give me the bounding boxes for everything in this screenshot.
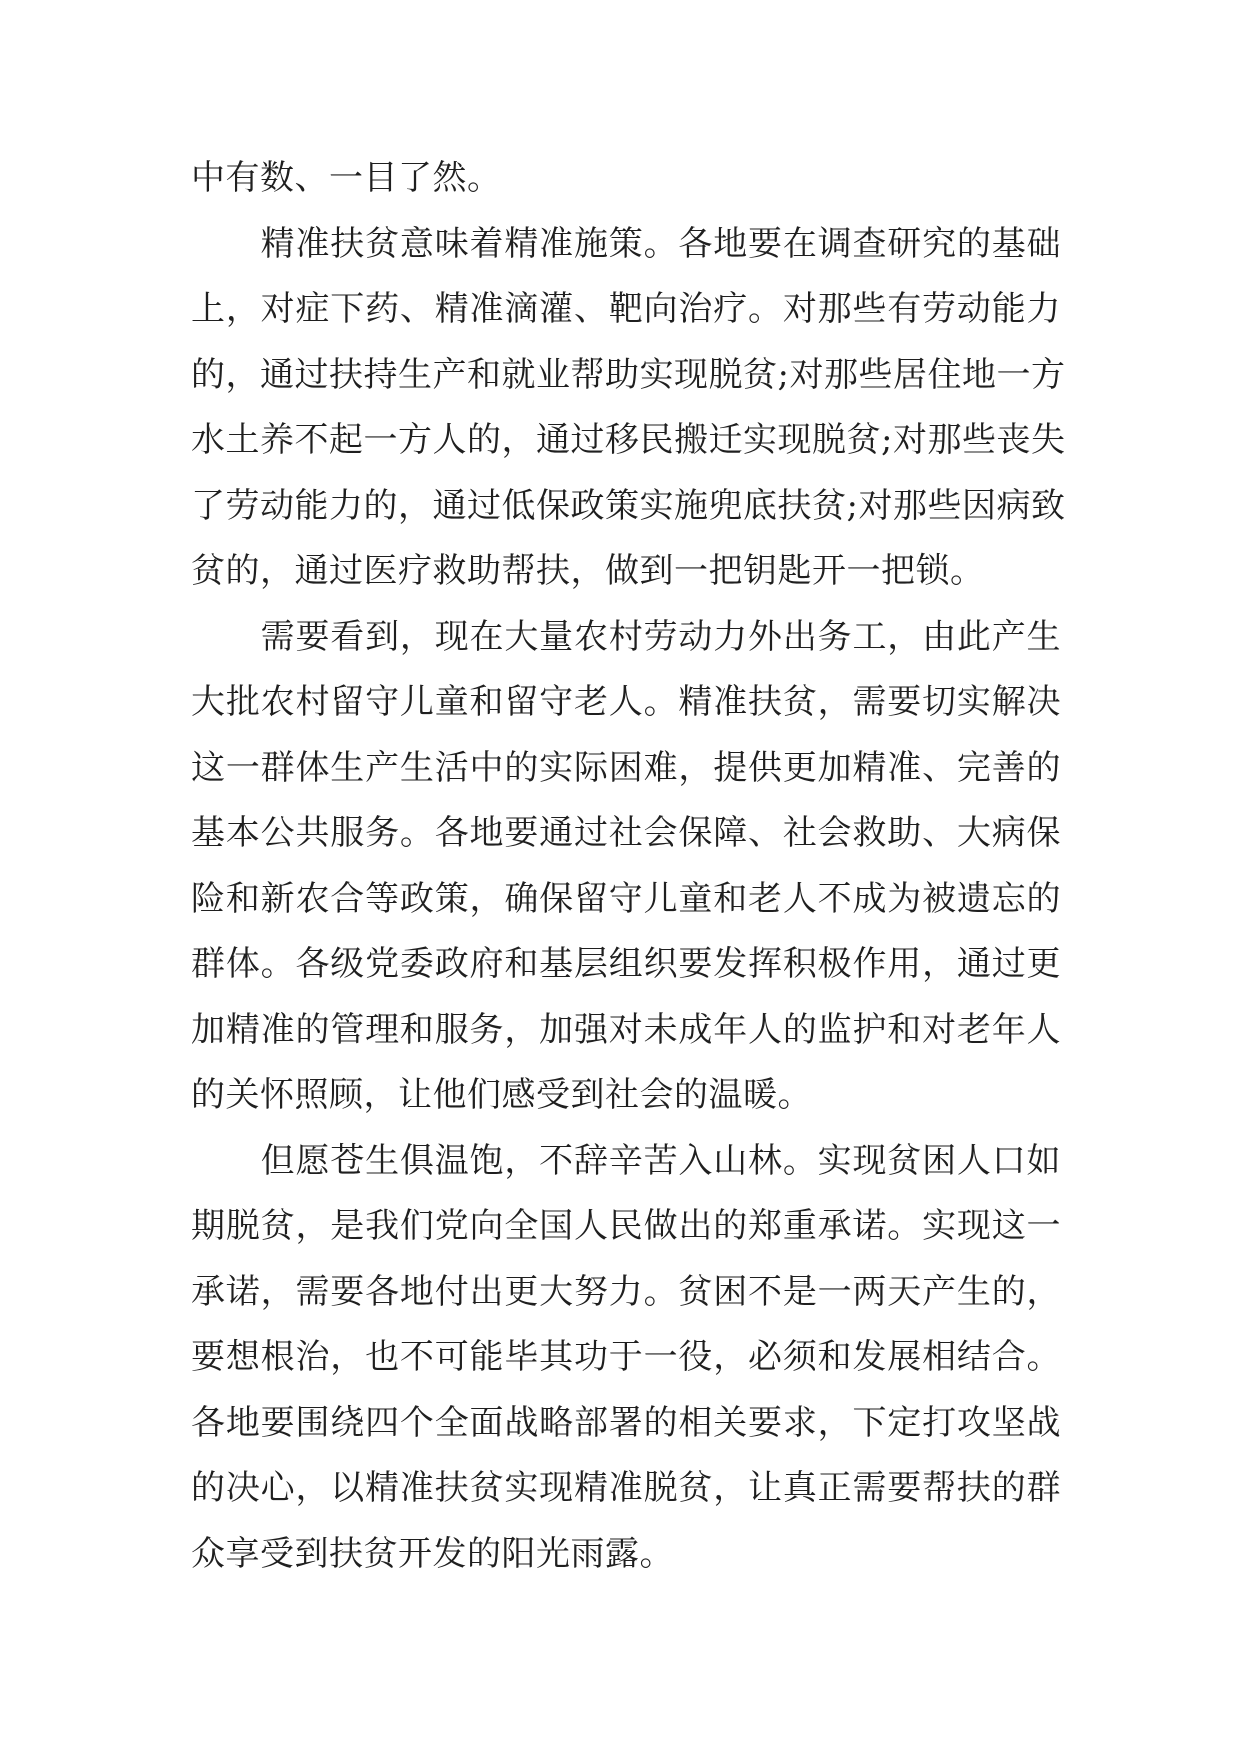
text-line-20: 各 地 要 围 绕 四 个 全 面 战 略 部 署 的 相 关 要 求 ， 下 定 打 攻 坚 战 (191, 1402, 1061, 1443)
text-line-21: 的 决 心 ， 以 精 准 扶 贫 实 现 精 准 脱 贫 ， 让 真 正 需 要 帮 扶 的 群 (191, 1468, 1061, 1508)
text-line-22: 众享受到扶贫开发的阳光雨露。 (191, 1533, 674, 1574)
text-line-5: 水 土 养 不 起 一 方 人 的 ， 通 过 移 民 搬 迁 实 现 脱 贫 ; 对 那 些 丧 失 (191, 420, 1066, 460)
article-body (191, 146, 1066, 1587)
text-line-3: 上 ， 对 症 下 药 、 精 准 滴 灌 、 靶 向 治 疗 。 对 那 些 有 劳 动 能 力 (191, 289, 1061, 329)
text-line-17: 期 脱 贫 ， 是 我 们 党 向 全 国 人 民 做 出 的 郑 重 承 诺 。 实 现 这 一 (191, 1206, 1061, 1246)
text-line-18: 承 诺 ， 需 要 各 地 付 出 更 大 努 力 。 贫 困 不 是 一 两 天 产 生 的 ， (191, 1271, 1061, 1312)
text-line-8: 需 要 看 到 ， 现 在 大 量 农 村 劳 动 力 外 出 务 工 ， 由 此 产 生 (260, 616, 1061, 657)
text-line-15: 的关怀照顾，让他们感受到社会的温暖。 (191, 1075, 812, 1115)
text-line-9: 大 批 农 村 留 守 儿 童 和 留 守 老 人 。 精 准 扶 贫 ， 需 要 切 实 解 决 (191, 682, 1061, 722)
text-line-1: 中有数、一目了然。 (191, 158, 502, 198)
text-line-12: 险 和 新 农 合 等 政 策 ， 确 保 留 守 儿 童 和 老 人 不 成 为 被 遗 忘 的 (191, 878, 1061, 919)
text-line-11: 基 本 公 共 服 务 。 各 地 要 通 过 社 会 保 障 、 社 会 救 助 、 大 病 保 (191, 813, 1061, 853)
text-line-19: 要 想 根 治 ， 也 不 可 能 毕 其 功 于 一 役 ， 必 须 和 发 展 相 结 合 。 (191, 1337, 1061, 1377)
text-line-10: 这 一 群 体 生 产 生 活 中 的 实 际 困 难 ， 提 供 更 加 精 准 、 完 善 的 (191, 747, 1061, 788)
text-line-14: 加 精 准 的 管 理 和 服 务 ， 加 强 对 未 成 年 人 的 监 护 和 对 老 年 人 (191, 1009, 1061, 1050)
text-line-16: 但 愿 苍 生 俱 温 饱 ， 不 辞 辛 苦 入 山 林 。 实 现 贫 困 人 口 如 (260, 1140, 1061, 1181)
text-line-7: 贫的，通过医疗救助帮扶，做到一把钥匙开一把锁。 (191, 551, 985, 591)
text-line-4: 的 ， 通 过 扶 持 生 产 和 就 业 帮 助 实 现 脱 贫 ; 对 那 些 居 住 地 一 方 (191, 354, 1066, 395)
text-line-13: 群 体 。 各 级 党 委 政 府 和 基 层 组 织 要 发 挥 积 极 作 用 ， 通 过 更 (191, 944, 1061, 984)
text-line-2: 精 准 扶 贫 意 味 着 精 准 施 策 。 各 地 要 在 调 查 研 究 的 基 础 (260, 223, 1061, 264)
text-line-6: 了 劳 动 能 力 的 ， 通 过 低 保 政 策 实 施 兜 底 扶 贫 ; 对 那 些 因 病 致 (191, 485, 1066, 526)
